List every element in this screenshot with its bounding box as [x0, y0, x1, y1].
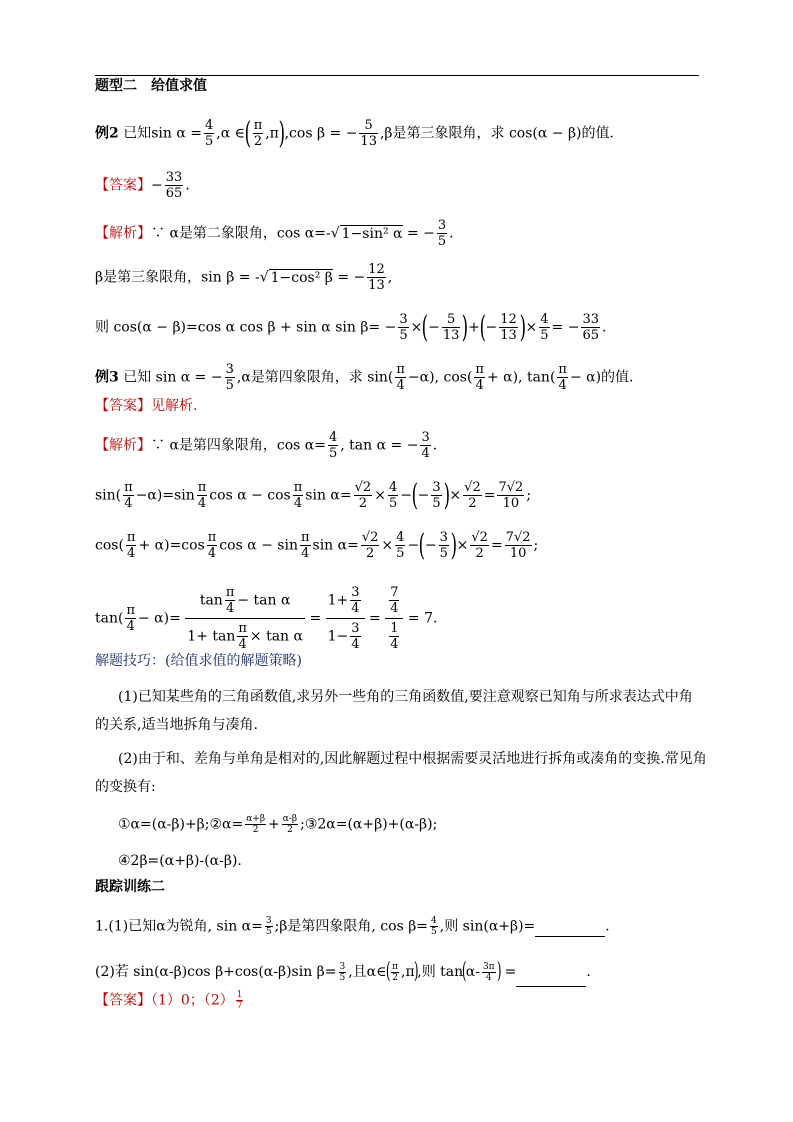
tips-p2-l1: (2)由于和、差角与单角是相对的,因此解题过程中根据需要灵活地进行拆角或凑角的变换.常见角	[118, 751, 707, 767]
frac-den: 5	[265, 927, 272, 937]
frac-num: π	[396, 362, 405, 377]
frac-den: 4	[390, 601, 399, 616]
sqrt-body: 1−cos² β	[270, 269, 333, 286]
equals: = −	[551, 319, 580, 336]
practice-q2: (2)若 sin(α-β)cos β+cos(α-β)sin β= $\frac{3}{5}$ ,且α∈( $\frac{\pi}{2}$ ,π),则 tan(α- $\frac{3\pi}{4}$ ) = .	[95, 957, 591, 987]
frac-den: 2	[282, 824, 298, 835]
frac-num: 33	[165, 170, 183, 185]
sqrt-body: 2	[522, 530, 531, 545]
sol2-l2-b: = −	[337, 269, 366, 286]
frac-num: 1	[236, 990, 243, 1000]
q2-end: .	[586, 964, 591, 980]
example-2: 例2 已知sin α = $\frac{4}{5}$ ,α ∈( $\frac{\pi}{2}$ ,π),cos β = − $\frac{5}{13}$ ,β是第三象限角，求 cos(α − β)的值.	[95, 115, 614, 151]
tips-formula-2: ④2β=(α+β)-(α-β).	[118, 853, 242, 869]
practice-title: 跟踪训练二	[95, 879, 165, 895]
q1-c: ,则 sin(α+β)=	[439, 918, 536, 935]
frac-den: 4	[238, 637, 247, 652]
sqrt-body: 2	[515, 480, 524, 495]
tips-title: 解题技巧：(给值求值的解题策略)	[95, 653, 302, 669]
line-end: ;	[526, 487, 532, 504]
times: ×	[525, 319, 538, 336]
practice-answer	[95, 990, 245, 1011]
answer-end: .	[185, 177, 190, 194]
frac-den: 5	[439, 546, 448, 561]
practice-q1	[95, 916, 610, 937]
formula-b: ;③2α=(α+β)+(α-β);	[300, 816, 438, 833]
solution-2-line-3: 则 cos(α − β)=cos α cos β + sin α sin β= − $\frac{3}{5}$ ×(− $\frac{5}{13}$ )+(− $\frac{12}{13}$ )× $\frac{4}{5}$ = − $\frac{33}{65}$ .	[95, 309, 607, 345]
frac-den: 4	[475, 378, 484, 393]
frac-num: π	[253, 118, 263, 133]
frac-num: 3	[437, 218, 447, 233]
sqrt-body: 2	[479, 530, 488, 545]
answer-blank[interactable]	[516, 974, 586, 987]
tips-p1-l1: (1)已知某些角的三角函数值,求另外一些角的三角函数值,要注意观察已知角与所求表达式中角	[118, 689, 693, 705]
equals: =	[309, 610, 322, 627]
frac-den: 4	[396, 378, 405, 393]
frac-den: 2	[253, 134, 263, 149]
answer-tag: 【答案】	[95, 992, 151, 1009]
frac-num: π	[197, 480, 207, 495]
ex3-text-a: 已知 sin α = −	[123, 369, 223, 386]
frac-den: 4	[225, 601, 235, 616]
solution-2-line-2: β是第三象限角，sin β = -√ 1−cos² β = − $\frac{12}{13}$ ,	[95, 262, 393, 293]
frac-num: 5	[446, 312, 456, 327]
header-rule	[95, 75, 699, 76]
tan-b: − α)=	[138, 610, 181, 627]
sin-a: sin(	[95, 487, 122, 504]
frac-num: 3	[351, 585, 360, 600]
tan-top-b: − tan α	[237, 592, 291, 609]
frac-den: 5	[396, 546, 405, 561]
frac-den: 4	[124, 496, 133, 511]
ex2-text-c: ,π	[265, 125, 279, 142]
frac-num: 4	[204, 118, 214, 133]
frac-den: 2	[470, 545, 489, 561]
frac-den: 65	[582, 328, 600, 343]
solution-3-line-1	[95, 430, 437, 461]
q1-a: 1.(1)已知α为锐角, sin α=	[95, 918, 263, 935]
frac-num: 3	[432, 480, 441, 495]
complex-fraction	[385, 583, 403, 654]
frac-den: 10	[497, 495, 524, 511]
sqrt-body: 2	[370, 530, 379, 545]
sol3-l1-b: , tan α = −	[340, 437, 419, 454]
frac-num: π	[238, 621, 247, 636]
times: ×	[449, 487, 462, 504]
solution-tag: 【解析】	[95, 437, 151, 454]
frac-den: 4	[293, 496, 303, 511]
sin-c: cos α − cos	[209, 487, 291, 504]
frac-num: π	[124, 480, 133, 495]
frac-den: 5	[204, 134, 214, 149]
minus: −	[424, 537, 437, 554]
frac-den: 4	[197, 496, 207, 511]
q1-end: .	[605, 918, 610, 935]
complex-fraction	[185, 583, 305, 654]
cos-b: + α)=cos	[138, 537, 205, 554]
frac-num: 3	[439, 530, 448, 545]
cos-d: sin α=	[312, 537, 359, 554]
section-title: 题型二 给值求值	[95, 78, 207, 94]
q2-b: ,且α∈	[348, 964, 387, 980]
sqrt-body: 1−sin² α	[341, 225, 403, 242]
minus: −	[407, 537, 420, 554]
frac-num: 3	[421, 430, 430, 445]
frac-den: 4	[301, 546, 310, 561]
frac-num: 12	[500, 312, 517, 327]
frac-num: π	[126, 603, 135, 618]
frac-den: 5	[399, 328, 408, 343]
frac-den: 5	[329, 446, 338, 461]
frac-num: 12	[368, 262, 385, 277]
frac-num: 4	[431, 916, 437, 926]
frac-den: 4	[390, 637, 399, 652]
q2-c: ,π	[401, 964, 415, 980]
answer-3	[95, 397, 197, 415]
frac-den: 5	[225, 378, 234, 393]
frac-den: 13	[368, 278, 385, 293]
minus: −	[400, 487, 412, 504]
plus: +	[468, 319, 480, 336]
ex2-text-d: ,cos β = −	[284, 125, 358, 142]
sol2-l1-b: = −	[406, 225, 435, 242]
frac-num: 4	[396, 530, 405, 545]
frac-num: π	[225, 585, 235, 600]
frac-den: 5	[431, 927, 437, 937]
sol3-l1-a: ∵ α是第四象限角，cos α=	[151, 437, 326, 454]
frac-den: 2	[354, 495, 373, 511]
ex3-text-d: + α), tan(	[486, 369, 556, 386]
plus: +	[268, 816, 280, 833]
ex3-text-c: −α), cos(	[407, 369, 473, 386]
answer-text: 见解析.	[151, 398, 198, 414]
frac-den: 4	[351, 601, 360, 616]
frac-den: 2	[463, 495, 482, 511]
formula-a: ①α=(α-β)+β;②α=	[118, 816, 244, 833]
frac-num: 33	[582, 312, 600, 327]
sol2-l1-end: .	[449, 225, 454, 242]
frac-num: 3	[339, 961, 346, 972]
tips-formula-1	[118, 814, 437, 835]
equals: =	[504, 964, 517, 980]
frac-num: 3	[399, 312, 408, 327]
example-3	[95, 362, 634, 393]
mid-bot: 1−	[327, 628, 349, 645]
answer-tag: 【答案】	[95, 177, 151, 194]
tips-p2-l2: 的变换有:	[95, 779, 156, 795]
frac-den: 5	[388, 496, 398, 511]
frac-num: 3	[351, 621, 360, 636]
sol3-l1-end: .	[432, 437, 438, 454]
frac-den: 4	[482, 972, 496, 983]
minus: −	[485, 319, 498, 336]
solution-3-sin: sin( $\frac{\pi}{4}$ −α)=sin $\frac{\pi}{4}$ cos α − cos $\frac{\pi}{4}$ sin α= $\frac{√2}{2}$ × $\frac{4}{5}$ −(− $\frac{3}{5}$ )× $\frac{√2}{2}$ = $\frac{7√2}{10}$ ;	[95, 477, 532, 513]
answer-tag: 【答案】	[95, 398, 151, 414]
frac-num: 3π	[482, 961, 495, 972]
sin-b: −α)=sin	[135, 487, 195, 504]
q2-d: ,则 tan	[417, 964, 464, 980]
equals: =	[369, 610, 381, 627]
q1-b: ;β是第四象限角, cos β=	[274, 918, 429, 935]
answer-2	[95, 170, 190, 201]
q2-a: (2)若 sin(α-β)cos β+cos(α-β)sin β=	[95, 964, 337, 980]
frac-den: 4	[558, 378, 567, 393]
frac-den: 5	[437, 234, 447, 249]
frac-den: 4	[207, 546, 217, 561]
complex-fraction	[326, 583, 365, 654]
mid-top: 1+	[327, 592, 349, 609]
q2-e: α-	[465, 964, 480, 980]
times: ×	[410, 319, 423, 336]
frac-num: 4	[329, 430, 338, 445]
solution-tag: 【解析】	[95, 225, 151, 242]
frac-num: π	[392, 961, 399, 972]
minus: −	[417, 487, 430, 504]
solution-3-cos: cos( $\frac{\pi}{4}$ + α)=cos $\frac{\pi}{4}$ cos α − sin $\frac{\pi}{4}$ sin α= $\frac{√2}{2}$ × $\frac{4}{5}$ −(− $\frac{3}{5}$ )× $\frac{√2}{2}$ = $\frac{7√2}{10}$ ;	[95, 527, 539, 563]
cos-a: cos(	[95, 537, 124, 554]
frac-den: 4	[126, 619, 135, 634]
frac-den: 5	[540, 328, 549, 343]
ex2-text-e: ,β是第三象限角，求 cos(α − β)的值.	[379, 125, 614, 142]
frac-num: π	[207, 530, 217, 545]
frac-num: π	[558, 362, 567, 377]
frac-den: 2	[361, 545, 380, 561]
frac-num: 4	[388, 480, 398, 495]
frac-num: π	[293, 480, 303, 495]
ex2-text-b: ,α ∈	[216, 125, 245, 142]
tan-bot: 1+ tan	[187, 628, 236, 645]
ex2-text-a: 已知sin α =	[123, 125, 202, 142]
frac-den: 10	[505, 545, 532, 561]
frac-den: 13	[500, 328, 517, 343]
equals: =	[490, 537, 503, 554]
times: ×	[381, 537, 394, 554]
line-end: ;	[533, 537, 539, 554]
times: ×	[374, 487, 386, 504]
frac-num: 7	[390, 585, 399, 600]
frac-den: 5	[432, 496, 441, 511]
sol2-l3-a: 则 cos(α − β)=cos α cos β + sin α sin β= −	[95, 319, 397, 336]
answer-blank[interactable]	[535, 924, 605, 937]
frac-den: 13	[442, 328, 460, 343]
sqrt-body: 2	[362, 480, 372, 495]
sol2-l3-end: .	[602, 319, 607, 336]
solution-3-tan	[95, 583, 437, 654]
answer-sign: −	[151, 177, 163, 194]
frac-den: 13	[360, 134, 377, 149]
times: ×	[456, 537, 469, 554]
example-label: 例2	[95, 125, 119, 142]
sqrt-body: 2	[472, 480, 481, 495]
frac-num: 1	[390, 621, 399, 636]
frac-den: 65	[165, 186, 183, 201]
minus: −	[428, 319, 440, 336]
sol2-l1-a: ∵ α是第二象限角，cos α=-	[151, 225, 331, 242]
tan-bot-b: × tan α	[249, 628, 303, 645]
frac-num: π	[475, 362, 484, 377]
solution-2-line-1: 【解析】∵ α是第二象限角，cos α=-√ 1−sin² α = − $\frac{3}{5}$ .	[95, 218, 454, 249]
frac-den: 2	[245, 824, 266, 835]
tan-top: tan	[199, 592, 223, 609]
sol2-l2-a: β是第三象限角，sin β = -	[95, 269, 260, 286]
frac-num: π	[126, 530, 136, 545]
frac-den: 7	[236, 1001, 243, 1011]
frac-num: α-β	[282, 814, 298, 824]
frac-den: 4	[421, 446, 430, 461]
frac-num: 5	[364, 118, 373, 133]
frac-num: 3	[225, 362, 234, 377]
answer-text: （1）0；（2）	[151, 992, 234, 1009]
frac-den: 4	[351, 637, 360, 652]
frac-den: 2	[392, 972, 398, 983]
example-label: 例3	[95, 369, 119, 386]
result-coef: 7	[505, 530, 514, 545]
equals: =	[483, 487, 496, 504]
tips-p1-l2: 的关系,适当地拆角与凑角.	[95, 717, 258, 733]
frac-den: 4	[127, 546, 136, 561]
ex3-text-e: − α)的值.	[569, 369, 634, 386]
sol2-l2-end: ,	[387, 269, 393, 286]
frac-num: α+β	[246, 814, 266, 824]
sin-d: sin α=	[305, 487, 352, 504]
tan-a: tan(	[95, 610, 124, 627]
tan-end: = 7.	[407, 610, 438, 627]
frac-den: 5	[339, 972, 346, 983]
frac-num: 3	[265, 916, 272, 926]
cos-c: cos α − sin	[219, 537, 298, 554]
frac-num: 4	[540, 312, 549, 327]
ex3-text-b: ,α是第四象限角，求 sin(	[236, 369, 394, 386]
result-coef: 7	[498, 480, 507, 495]
frac-num: π	[300, 530, 310, 545]
